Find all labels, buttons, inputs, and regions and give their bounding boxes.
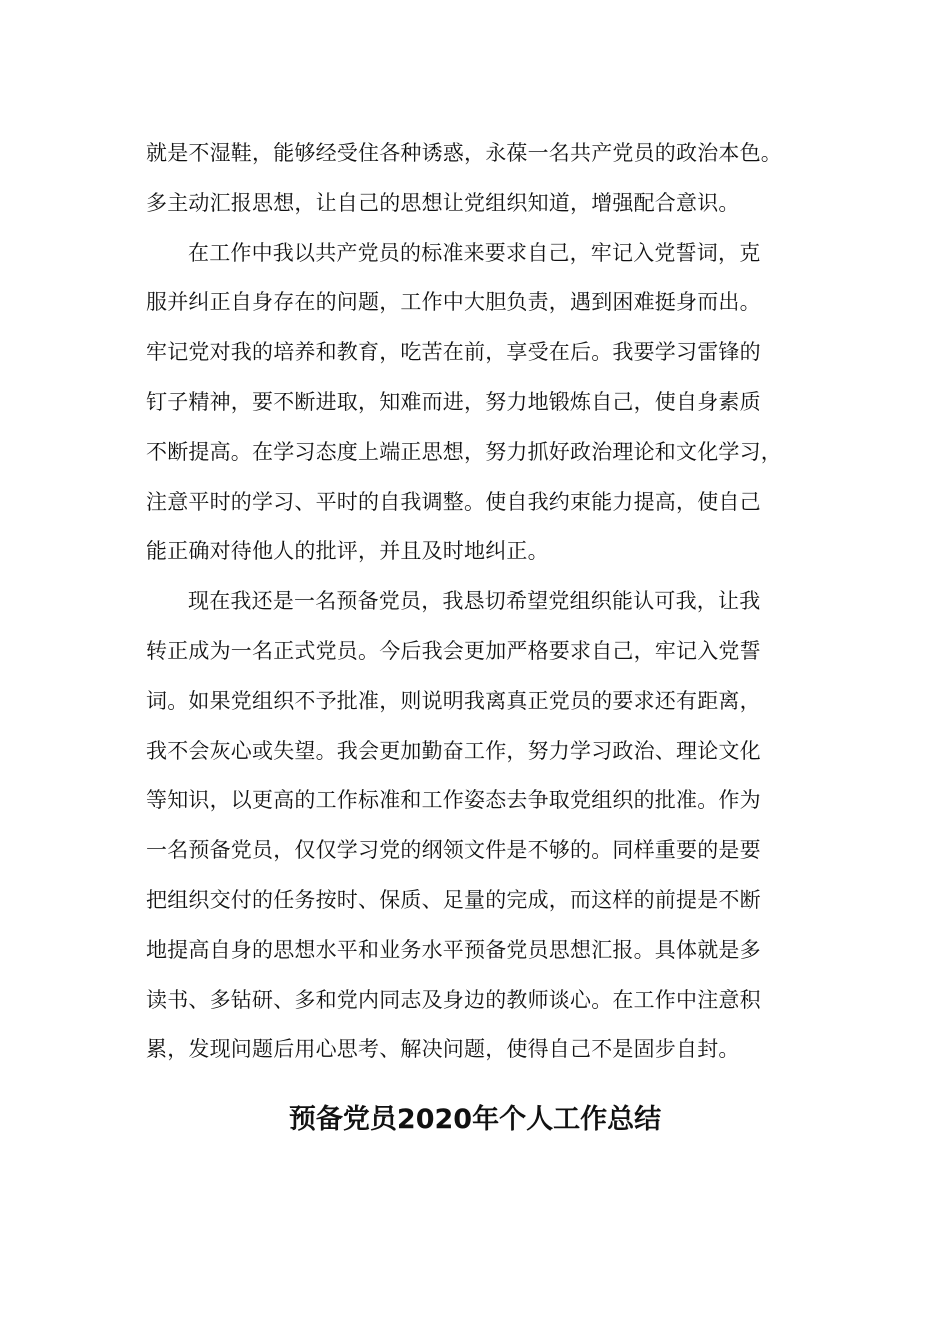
text-line: 在工作中我以共产党员的标准来要求自己，牢记入党誓词，克 [188, 240, 761, 265]
text-line: 就是不湿鞋，能够经受住各种诱惑，永葆一名共产党员的政治本色。 [146, 141, 782, 165]
paragraph-1 [146, 129, 816, 229]
text-line: 现在我还是一名预备党员，我恳切希望党组织能认可我，让我 [188, 589, 761, 614]
section-title: 预备党员2020年个人工作总结 [288, 1104, 662, 1135]
text-line: 地提高自身的思想水平和业务水平预备党员思想汇报。具体就是多 [146, 937, 761, 962]
text-line: 能正确对待他人的批评，并且及时地纠正。 [146, 539, 549, 564]
text-line: 钉子精神，要不断进取，知难而进，努力地锻炼自己，使自身素质 [146, 389, 761, 414]
text-line: 转正成为一名正式党员。今后我会更加严格要求自己，牢记入党誓 [146, 638, 761, 663]
text-line: 我不会灰心或失望。我会更加勤奋工作，努力学习政治、理论文化 [146, 738, 761, 763]
text-line: 注意平时的学习、平时的自我调整。使自我约束能力提高，使自己 [146, 489, 761, 514]
text-line: 服并纠正自身存在的问题，工作中大胆负责，遇到困难挺身而出。 [146, 290, 761, 315]
body-text [146, 129, 816, 1075]
text-line: 等知识，以更高的工作标准和工作姿态去争取党组织的批准。作为 [146, 788, 761, 813]
text-line: 牢记党对我的培养和教育，吃苦在前，享受在后。我要学习雷锋的 [146, 340, 761, 365]
paragraph-2 [146, 229, 816, 578]
text-line: 累，发现问题后用心思考、解决问题，使得自己不是固步自封。 [146, 1037, 740, 1062]
text-line: 读书、多钻研、多和党内同志及身边的教师谈心。在工作中注意积 [146, 987, 761, 1012]
paragraph-3 [146, 577, 816, 1075]
text-line: 词。如果党组织不予批准，则说明我离真正党员的要求还有距离， [146, 688, 761, 713]
text-line: 把组织交付的任务按时、保质、足量的完成，而这样的前提是不断 [146, 887, 761, 912]
text-line: 不断提高。在学习态度上端正思想，努力抓好政治理论和文化学习， [146, 439, 782, 464]
text-line: 多主动汇报思想，让自己的思想让党组织知道，增强配合意识。 [146, 190, 740, 215]
text-line: 一名预备党员，仅仅学习党的纲领文件是不够的。同样重要的是要 [146, 838, 761, 863]
